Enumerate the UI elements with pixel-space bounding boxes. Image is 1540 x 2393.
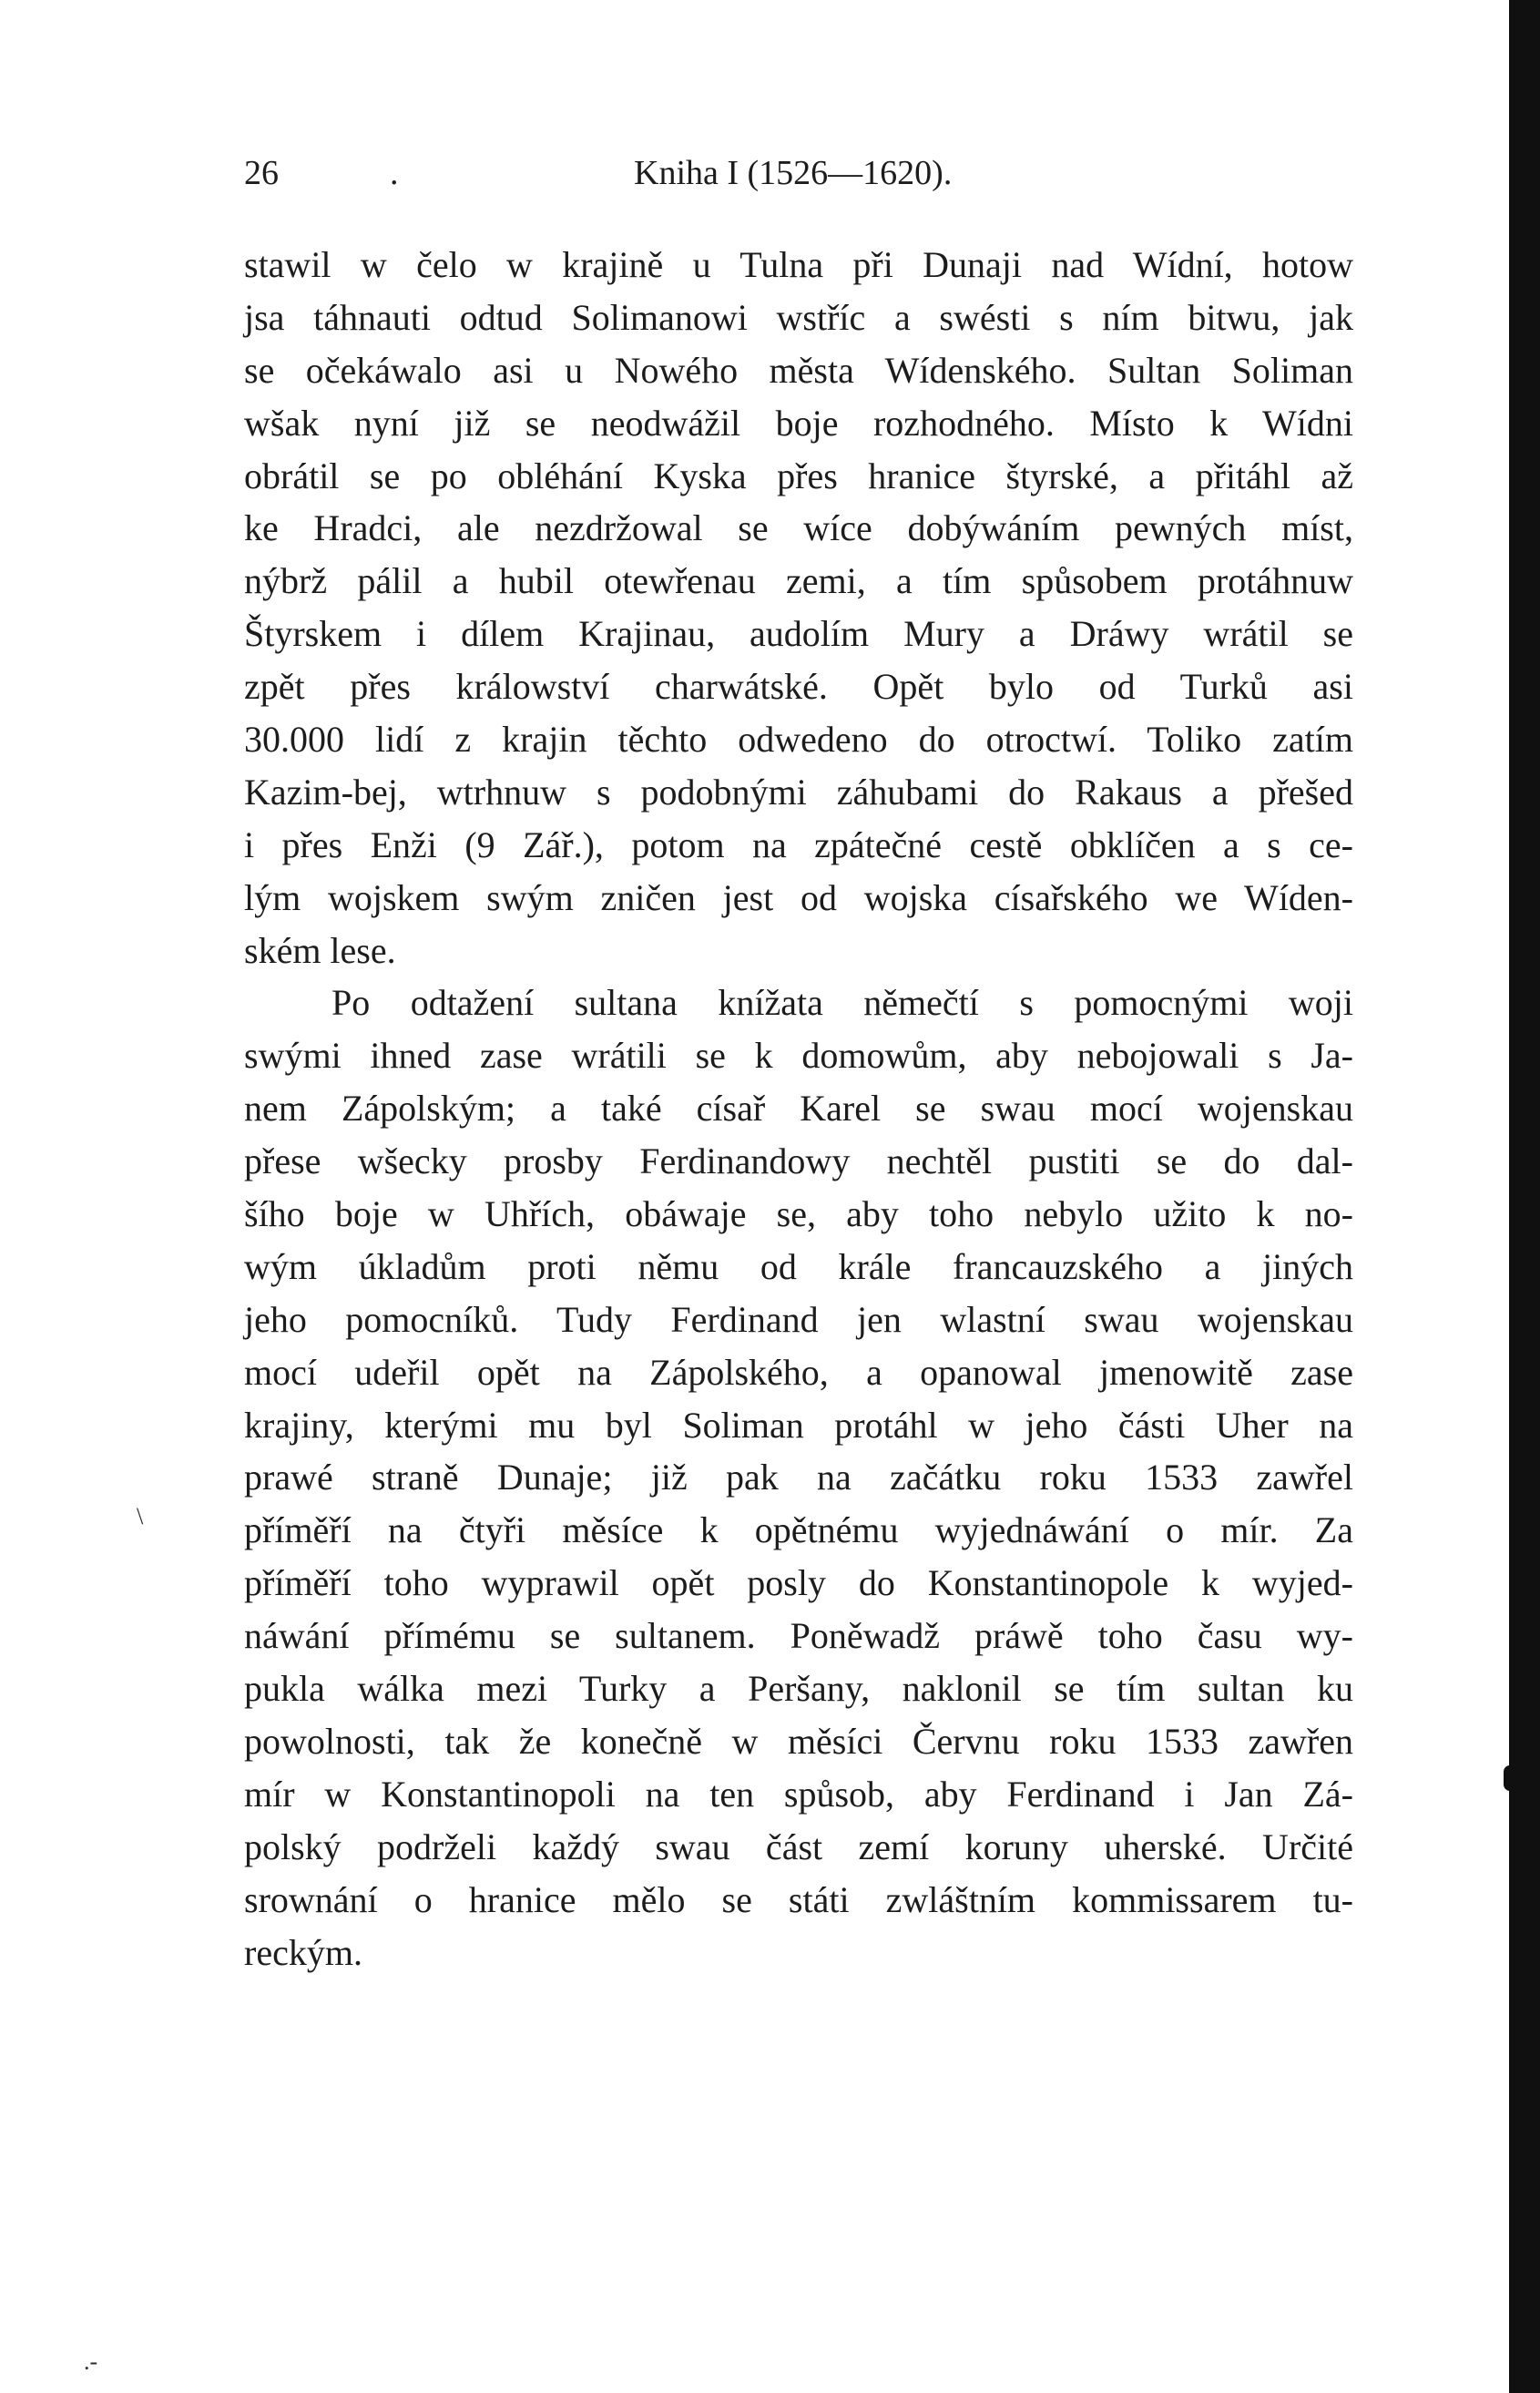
page-header [244, 146, 1353, 200]
text-line: pukla wálka mezi Turky a Peršany, naklonil se tím sultan ku [244, 1668, 1353, 1710]
body-text [244, 239, 1353, 1979]
text-line: srownání o hranice mělo se státi zwláštním kommissarem tu- [244, 1878, 1353, 1920]
text-line: ském lese. [244, 929, 396, 971]
text-line: zpět přes králowství charwátské. Opět bylo od Turků asi [244, 666, 1353, 708]
text-line: prawé straně Dunaje; již pak na začátku roku 1533 zawřel [244, 1457, 1353, 1498]
running-title: Kniha I (1526—1620). [634, 154, 953, 192]
text-line: ke Hradci, ale nezdržowal se wíce dobýwáním pewných míst, [244, 507, 1353, 549]
text-line: nem Zápolským; a také císař Karel se swau mocí wojenskau [244, 1088, 1353, 1130]
text-line: wým úkladům proti němu od krále francauzského a jiných [244, 1245, 1353, 1287]
text-line: příměří na čtyři měsíce k opětnému wyjednáwání o mír. Za [244, 1509, 1353, 1551]
text-line: reckým. [244, 1931, 362, 1973]
text-line: mír w Konstantinopoli na ten spůsob, aby Ferdinand i Jan Zá- [244, 1773, 1353, 1815]
text-line: obrátil se po obléhání Kyska přes hranice štyrské, a přitáhl až [244, 455, 1353, 496]
text-line: šího boje w Uhřích, obáwaje se, aby toho nebylo užito k no- [244, 1193, 1353, 1235]
margin-mark-bottom: .- [84, 2348, 98, 2375]
header-dot: . [390, 154, 399, 192]
text-line: Po odtažení sultana knížata němečtí s pomocnými woji [331, 982, 1353, 1024]
text-line: Kazim-bej, wtrhnuw s podobnými záhubami do Rakaus a přešed [244, 771, 1353, 813]
text-line: polský podrželi každý swau část zemí koruny uherské. Určité [244, 1825, 1353, 1867]
text-line: přese wšecky prosby Ferdinandowy nechtěl pustiti se do dal- [244, 1140, 1353, 1182]
text-line: se očekáwalo asi u Nowého města Wídenského. Sultan Soliman [244, 349, 1353, 391]
page-number: 26 [244, 154, 279, 192]
text-line: náwání přímému se sultanem. Poněwadž práwě toho času wy- [244, 1615, 1353, 1657]
scan-edge-blot [1504, 1765, 1516, 1791]
text-line: wšak nyní již se neodwážil boje rozhodného. Místo k Wídni [244, 402, 1353, 444]
text-line: mocí udeřil opět na Zápolského, a opanowal jmenowitě zase [244, 1351, 1353, 1393]
text-line: nýbrž pálil a hubil otewřenau zemi, a tím spůsobem protáhnuw [244, 560, 1353, 602]
text-line: i přes Enži (9 Zář.), potom na zpátečné cestě obklíčen a s ce- [244, 823, 1353, 865]
text-line: Štyrskem i dílem Krajinau, audolím Mury a Dráwy wrátil se [244, 613, 1353, 655]
text-line: 30.000 lidí z krajin těchto odwedeno do otroctwí. Toliko zatím [244, 719, 1353, 761]
text-line: stawil w čelo w krajině u Tulna při Dunaji nad Wídní, hotow [244, 244, 1353, 285]
text-line: lým wojskem swým zničen jest od wojska císařského we Wíden- [244, 876, 1353, 918]
text-line: příměří toho wyprawil opět posly do Konstantinopole k wyjed- [244, 1562, 1353, 1604]
text-line: jeho pomocníků. Tudy Ferdinand jen wlastní swau wojenskau [244, 1298, 1353, 1340]
text-line: krajiny, kterými mu byl Soliman protáhl w jeho části Uher na [244, 1404, 1353, 1446]
text-line: swými ihned zase wrátili se k domowům, aby nebojowali s Ja- [244, 1035, 1353, 1077]
text-line: jsa táhnauti odtud Solimanowi wstříc a swésti s ním bitwu, jak [244, 296, 1353, 338]
text-line: powolnosti, tak že konečně w měsíci Červnu roku 1533 zawřen [244, 1720, 1353, 1762]
scan-dark-edge [1509, 0, 1540, 2393]
margin-mark: \ [137, 1503, 144, 1529]
